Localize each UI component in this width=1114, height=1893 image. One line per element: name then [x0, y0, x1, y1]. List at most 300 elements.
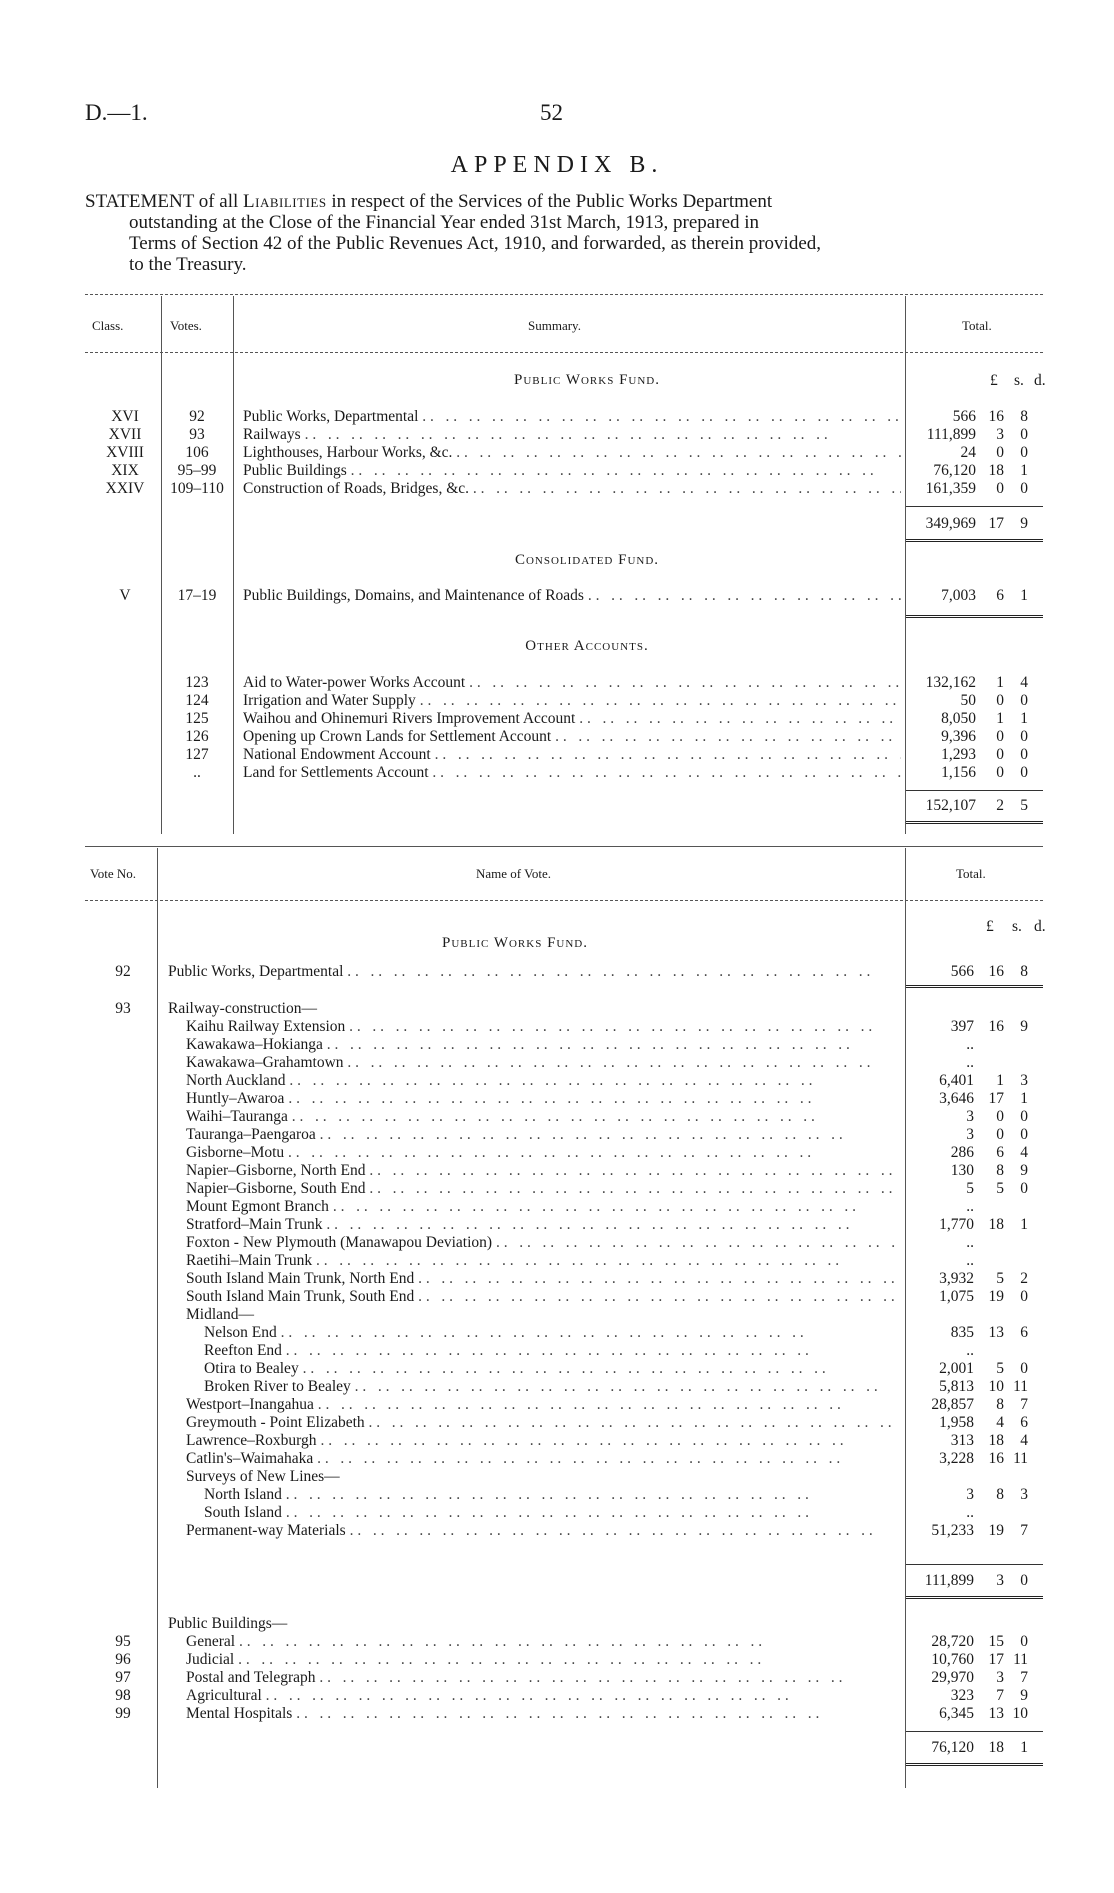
table2-row: [0, 1450, 1114, 1468]
table1-cell-pounds: 50: [960, 692, 976, 709]
table2-row: [0, 1504, 1114, 1522]
table2-cell-name: Foxton - New Plymouth (Manawapou Deviation) . .: [186, 1234, 900, 1252]
table2-row: [0, 1252, 1114, 1270]
table2-cell-name: Surveys of New Lines—: [186, 1468, 340, 1485]
table1-cell-name: Lighthouses, Harbour Works, &c. . .: [243, 444, 901, 462]
table2-cell-pounds: 566: [950, 963, 974, 980]
table2-buildings-name: General . .: [186, 1633, 900, 1651]
table2-cell-name: South Island Main Trunk, South End . .: [186, 1288, 900, 1306]
statement-line-4: to the Treasury.: [129, 254, 247, 275]
table2-cell-name: South Island . .: [204, 1504, 900, 1522]
table1-cell-votes: 123: [185, 674, 209, 691]
table2-row: [0, 1090, 1114, 1108]
table1-header-votes: Votes.: [170, 318, 202, 333]
table1-cell-votes: 109–110: [170, 480, 224, 497]
table2-cell-name: Otira to Bealey . .: [204, 1360, 900, 1378]
table1-cell-pounds: 76,120: [933, 462, 976, 479]
table2-row: [0, 1378, 1114, 1396]
table1-total-pounds: 152,107: [925, 797, 976, 814]
table2-buildings-pence: 11: [1013, 1651, 1028, 1668]
table2-railway-total-shillings: 3: [996, 1572, 1004, 1589]
table1-cell-shillings: 16: [988, 408, 1004, 425]
table2-vote92-double-rule: [906, 985, 1043, 988]
table1-cell-pence: 8: [1020, 408, 1028, 425]
table1-cell-shillings: 0: [996, 746, 1004, 763]
table2-cell-shillings: 16: [988, 1018, 1004, 1035]
table1-section-title: Consolidated Fund.: [514, 552, 660, 568]
table2-cell-pounds: 1,770: [939, 1216, 974, 1233]
table2-cell-pence: 4: [1020, 1144, 1028, 1161]
table2-cell-pounds: 2,001: [939, 1360, 974, 1377]
table2-buildings-total-pence: 1: [1020, 1739, 1028, 1756]
table2-cell-shillings: 1: [996, 1072, 1004, 1089]
table1-total-double-rule: [906, 615, 1043, 618]
table2-cell-name: Napier–Gisborne, South End . .: [186, 1180, 900, 1198]
table1-cell-votes: 95–99: [177, 462, 217, 479]
table2-buildings-name: Judicial . .: [186, 1651, 900, 1669]
table2-cell-shillings: 5: [996, 1180, 1004, 1197]
table2-header-name: Name of Vote.: [476, 866, 551, 881]
table2-row: [0, 1468, 1114, 1486]
table2-cell-name: Kawakawa–Grahamtown . .: [186, 1054, 900, 1072]
table1-cell-pence: 1: [1020, 462, 1028, 479]
table2-row: [0, 1396, 1114, 1414]
table2-buildings-name: Postal and Telegraph . .: [186, 1669, 900, 1687]
table2-buildings-vote: 98: [115, 1687, 131, 1704]
table1-total-row: [0, 797, 1114, 815]
table2-buildings-pounds: 323: [950, 1687, 974, 1704]
table2-buildings-row: [0, 1669, 1114, 1687]
appendix-title: APPENDIX B.: [450, 152, 664, 178]
table2-cell-shillings: 17: [988, 1090, 1004, 1107]
table2-cell-shillings: 13: [988, 1324, 1004, 1341]
table1-cell-pence: 0: [1020, 480, 1028, 497]
table2-buildings-total-pounds: 76,120: [931, 1739, 974, 1756]
table2-header-rule: [85, 900, 1043, 901]
table2-cell-pounds: 313: [950, 1432, 974, 1449]
table1-total-pence: 9: [1020, 515, 1028, 532]
table2-cell-pounds: 3: [966, 1126, 974, 1143]
table1-cell-votes: 124: [185, 692, 209, 709]
table2-buildings-total-shillings: 18: [988, 1739, 1004, 1756]
table2-row: [0, 1288, 1114, 1306]
table2-cell-pounds: ..: [966, 1342, 974, 1359]
table2-row: [0, 1144, 1114, 1162]
table2-cell-name: Kaihu Railway Extension . .: [186, 1018, 900, 1036]
table2-cell-shillings: 10: [988, 1378, 1004, 1395]
table2-currency-pounds: £: [986, 918, 994, 935]
table2-cell-name: Lawrence–Roxburgh . .: [186, 1432, 900, 1450]
table2-row: [0, 1162, 1114, 1180]
table2-row: [0, 1432, 1114, 1450]
table1-cell-pence: 0: [1020, 728, 1028, 745]
table2-cell-name: Huntly–Awaroa . .: [186, 1090, 900, 1108]
table2-buildings-name: Mental Hospitals . .: [186, 1705, 900, 1723]
table1-top-rule: [85, 294, 1043, 295]
table2-cell-pounds: ..: [966, 1252, 974, 1269]
table2-cell-shillings: 0: [996, 1126, 1004, 1143]
table1-row: [0, 764, 1114, 782]
table2-cell-pounds: 28,857: [931, 1396, 974, 1413]
table2-buildings-vote: 95: [115, 1633, 131, 1650]
table2-cell-shillings: 0: [996, 1108, 1004, 1125]
table1-cell-name: Land for Settlements Account . .: [243, 764, 901, 782]
table1-cell-class: V: [119, 587, 131, 604]
table2-buildings-pounds: 6,345: [939, 1705, 974, 1722]
table2-cell-pence: 8: [1020, 963, 1028, 980]
table2-railway-total-row: [0, 1572, 1114, 1590]
table1-cell-pounds: 24: [960, 444, 976, 461]
table2-buildings-pounds: 10,760: [931, 1651, 974, 1668]
table1-section-title: Other Accounts.: [525, 638, 649, 654]
table2-buildings-row: [0, 1651, 1114, 1669]
doc-code: D.—1.: [85, 100, 148, 125]
statement-line-2: outstanding at the Close of the Financial Year ended 31st March, 1913, prepared in: [129, 212, 760, 233]
table1-currency-pence: d.: [1034, 372, 1046, 389]
table2-row: [0, 1180, 1114, 1198]
table2-buildings-pence: 10: [1012, 1705, 1028, 1722]
table2-section-title: Public Works Fund.: [442, 935, 588, 951]
table1-cell-votes: 17–19: [177, 587, 217, 604]
table2-cell-shillings: 16: [988, 1450, 1004, 1467]
table1-total-row: [0, 515, 1114, 533]
table2-cell-pounds: 3,646: [939, 1090, 974, 1107]
table2-cell-pence: 0: [1020, 1288, 1028, 1305]
table1-cell-shillings: 6: [996, 587, 1004, 604]
table1-row: [0, 728, 1114, 746]
table2-cell-name: Public Works, Departmental . .: [168, 963, 900, 981]
table2-buildings-shillings: 17: [988, 1651, 1004, 1668]
table1-total-pence: 5: [1020, 797, 1028, 814]
table2-cell-name: Gisborne–Motu . .: [186, 1144, 900, 1162]
table2-buildings-vote: 97: [115, 1669, 131, 1686]
table2-row: [0, 963, 1114, 981]
table2-cell-name: Broken River to Bealey . .: [204, 1378, 900, 1396]
table1-cell-pounds: 7,003: [941, 587, 976, 604]
table1-cell-class: XVI: [111, 408, 139, 425]
table1-row: [0, 692, 1114, 710]
table1-cell-shillings: 0: [996, 692, 1004, 709]
table2-cell-name: Raetihi–Main Trunk . .: [186, 1252, 900, 1270]
table2-cell-pounds: ..: [966, 1234, 974, 1251]
table2-buildings-total-row: [0, 1739, 1114, 1757]
table2-cell-pounds: ..: [966, 1036, 974, 1053]
table1-cell-pounds: 132,162: [925, 674, 976, 691]
table1-total-shillings: 2: [996, 797, 1004, 814]
table2-buildings-shillings: 7: [996, 1687, 1004, 1704]
table1-row: [0, 444, 1114, 462]
table2-buildings-vote: 96: [115, 1651, 131, 1668]
table1-total-double-rule: [906, 539, 1043, 542]
statement-line-1-rest: in respect of the Services of the Public Works Department: [331, 191, 773, 212]
table2-cell-shillings: 4: [996, 1414, 1004, 1431]
table2-cell-name: Tauranga–Paengaroa . .: [186, 1126, 900, 1144]
table1-cell-shillings: 1: [996, 674, 1004, 691]
table2-cell-name: North Auckland . .: [186, 1072, 900, 1090]
table1-cell-pence: 0: [1020, 764, 1028, 781]
table2-buildings-row: [0, 1687, 1114, 1705]
table2-cell-name: Waihi–Tauranga . .: [186, 1108, 900, 1126]
table2-row: [0, 1486, 1114, 1504]
table1-total-shillings: 17: [988, 515, 1004, 532]
table2-buildings-pence: 9: [1020, 1687, 1028, 1704]
table2-row: [0, 1000, 1114, 1018]
table2-row: [0, 1198, 1114, 1216]
table2-row: [0, 1216, 1114, 1234]
statement-word-1: STATEMENT: [85, 191, 194, 212]
table2-cell-name: Napier–Gisborne, North End . .: [186, 1162, 900, 1180]
table2-row: [0, 1414, 1114, 1432]
table1-subtotal-rule: [906, 506, 1043, 507]
table2-currency-shillings: s.: [1012, 918, 1022, 935]
table2-row: [0, 1342, 1114, 1360]
table1-header-summary: Summary.: [528, 318, 581, 333]
table2-row: [0, 1234, 1114, 1252]
table2-cell-pence: 1: [1020, 1216, 1028, 1233]
table1-row: [0, 462, 1114, 480]
page-number: 52: [540, 100, 563, 125]
table2-cell-pence: 11: [1013, 1378, 1028, 1395]
table2-buildings-row: [0, 1705, 1114, 1723]
table1-cell-name: Aid to Water-power Works Account . .: [243, 674, 901, 692]
table2-cell-pence: 9: [1020, 1162, 1028, 1179]
table2-cell-shillings: 5: [996, 1270, 1004, 1287]
table2-cell-pounds: 5: [966, 1180, 974, 1197]
table1-cell-class: XVII: [108, 426, 142, 443]
table2-cell-pence: 11: [1013, 1450, 1028, 1467]
table1-cell-name: Public Buildings, Domains, and Maintenance of Roads . .: [243, 587, 901, 605]
table2-cell-vote: 92: [115, 963, 131, 980]
statement-line-3: Terms of Section 42 of the Public Revenues Act, 1910, and forwarded, as therein provided,: [129, 233, 821, 254]
table2-row: [0, 1072, 1114, 1090]
table2-cell-pounds: 3,228: [939, 1450, 974, 1467]
table2-buildings-pounds: 28,720: [931, 1633, 974, 1650]
table2-cell-pence: 9: [1020, 1018, 1028, 1035]
statement-paragraph: [85, 191, 1043, 275]
table2-cell-pence: 4: [1020, 1432, 1028, 1449]
table2-cell-pounds: 5,813: [939, 1378, 974, 1395]
table2-header-total: Total.: [956, 866, 986, 881]
table1-cell-shillings: 0: [996, 480, 1004, 497]
table2-cell-pence: 7: [1020, 1522, 1028, 1539]
table1-cell-class: XVIII: [106, 444, 144, 461]
table1-cell-pounds: 8,050: [941, 710, 976, 727]
table1-header-rule: [85, 352, 1043, 353]
table2-cell-pounds: ..: [966, 1054, 974, 1071]
table2-cell-pounds: 51,233: [931, 1522, 974, 1539]
table2-cell-pounds: 1,958: [939, 1414, 974, 1431]
table2-cell-pence: 3: [1020, 1072, 1028, 1089]
table1-row: [0, 587, 1114, 605]
table2-buildings-heading: Public Buildings—: [168, 1615, 288, 1632]
table2-buildings-vote: 99: [115, 1705, 131, 1722]
table2-cell-name: Mount Egmont Branch . .: [186, 1198, 900, 1216]
table1-cell-pence: 0: [1020, 692, 1028, 709]
table1-cell-class: XIX: [111, 462, 139, 479]
table1-cell-shillings: 0: [996, 728, 1004, 745]
table2-currency-pence: d.: [1034, 918, 1046, 935]
table1-row: [0, 710, 1114, 728]
table1-cell-shillings: 0: [996, 764, 1004, 781]
table2-cell-shillings: 8: [996, 1486, 1004, 1503]
table2-cell-shillings: 19: [988, 1522, 1004, 1539]
table1-cell-pounds: 9,396: [941, 728, 976, 745]
table2-buildings-shillings: 3: [996, 1669, 1004, 1686]
table1-row: [0, 426, 1114, 444]
table1-cell-name: Opening up Crown Lands for Settlement Account . .: [243, 728, 901, 746]
table2-cell-pounds: ..: [966, 1504, 974, 1521]
table1-cell-pence: 1: [1020, 587, 1028, 604]
table1-row: [0, 408, 1114, 426]
table2-cell-shillings: 19: [988, 1288, 1004, 1305]
table2-buildings-pence: 0: [1020, 1633, 1028, 1650]
table1-cell-votes: 127: [185, 746, 209, 763]
table2-cell-shillings: 8: [996, 1162, 1004, 1179]
table2-buildings-pounds: 29,970: [931, 1669, 974, 1686]
table1-cell-pence: 0: [1020, 426, 1028, 443]
table2-cell-pence: 0: [1020, 1108, 1028, 1125]
table1-header-total: Total.: [962, 318, 992, 333]
table2-cell-name: South Island Main Trunk, North End . .: [186, 1270, 900, 1288]
table2-cell-shillings: 5: [996, 1360, 1004, 1377]
table1-cell-shillings: 1: [996, 710, 1004, 727]
table1-cell-name: Irrigation and Water Supply . .: [243, 692, 901, 710]
table2-cell-pence: 7: [1020, 1396, 1028, 1413]
statement-word-3: Liabilities: [243, 191, 327, 212]
table2-cell-name: Stratford–Main Trunk . .: [186, 1216, 900, 1234]
table1-cell-votes: 93: [189, 426, 205, 443]
table1-cell-pence: 0: [1020, 746, 1028, 763]
table2-row: [0, 1522, 1114, 1540]
table1-section-title: Public Works Fund.: [514, 372, 660, 388]
table1-cell-class: XXIV: [105, 480, 145, 497]
table2-cell-pence: 6: [1020, 1414, 1028, 1431]
table2-cell-pounds: 3: [966, 1108, 974, 1125]
table2-cell-pence: 1: [1020, 1090, 1028, 1107]
table1-header-class: Class.: [92, 318, 124, 333]
table1-cell-name: Public Works, Departmental . .: [243, 408, 901, 426]
table2-cell-shillings: 18: [988, 1216, 1004, 1233]
table2-header-vote-no: Vote No.: [90, 866, 136, 881]
table2-cell-pounds: 6,401: [939, 1072, 974, 1089]
table1-cell-pounds: 1,293: [941, 746, 976, 763]
table2-cell-name: Catlin's–Waimahaka . .: [186, 1450, 900, 1468]
table2-cell-name: Greymouth - Point Elizabeth . .: [186, 1414, 900, 1432]
table1-currency-shillings: s.: [1014, 372, 1024, 389]
table1-cell-pence: 0: [1020, 444, 1028, 461]
table2-cell-name: Midland—: [186, 1306, 255, 1323]
table2-cell-pounds: 286: [950, 1144, 974, 1161]
table1-cell-votes: 126: [185, 728, 209, 745]
table2-buildings-total-double-rule: [906, 1763, 1043, 1766]
table2-railway-total-double-rule: [906, 1596, 1043, 1599]
table2-cell-pounds: 3,932: [939, 1270, 974, 1287]
table2-cell-name: North Island . .: [204, 1486, 900, 1504]
table1-cell-shillings: 0: [996, 444, 1004, 461]
table1-cell-votes: ..: [193, 764, 201, 781]
table2-row: [0, 1270, 1114, 1288]
table1-cell-name: Public Buildings . .: [243, 462, 901, 480]
table2-row: [0, 1018, 1114, 1036]
table1-cell-pounds: 1,156: [941, 764, 976, 781]
table2-railway-total-pounds: 111,899: [924, 1572, 974, 1589]
table2-row: [0, 1360, 1114, 1378]
table1-total-double-rule: [906, 821, 1043, 824]
table2-cell-pence: 6: [1020, 1324, 1028, 1341]
table1-cell-name: Construction of Roads, Bridges, &c. . .: [243, 480, 901, 498]
table2-railway-total-pence: 0: [1020, 1572, 1028, 1589]
table2-top-rule: [85, 846, 1043, 847]
table2-row: [0, 1306, 1114, 1324]
table2-buildings-subtotal-rule: [906, 1731, 1043, 1732]
table1-subtotal-rule: [906, 790, 1043, 791]
table2-cell-pounds: 835: [950, 1324, 974, 1341]
table1-currency-pounds: £: [990, 372, 998, 389]
table2-cell-shillings: 8: [996, 1396, 1004, 1413]
table1-cell-votes: 106: [185, 444, 209, 461]
table2-cell-shillings: 16: [988, 963, 1004, 980]
table1-cell-shillings: 3: [996, 426, 1004, 443]
table2-railway-subtotal-rule: [906, 1564, 1043, 1565]
table2-row: [0, 1036, 1114, 1054]
table1-row: [0, 480, 1114, 498]
table1-cell-name: Railways . .: [243, 426, 901, 444]
table2-cell-name: Permanent-way Materials . .: [186, 1522, 900, 1540]
table2-cell-pence: 2: [1020, 1270, 1028, 1287]
table2-cell-pounds: 3: [966, 1486, 974, 1503]
table1-row: [0, 746, 1114, 764]
table2-buildings-shillings: 15: [988, 1633, 1004, 1650]
table2-cell-pence: 0: [1020, 1126, 1028, 1143]
table2-cell-pounds: 1,075: [939, 1288, 974, 1305]
statement-line-1: [85, 191, 1043, 212]
table2-cell-shillings: 6: [996, 1144, 1004, 1161]
table1-cell-pence: 4: [1020, 674, 1028, 691]
table1-cell-pence: 1: [1020, 710, 1028, 727]
table1-cell-pounds: 566: [952, 408, 976, 425]
table2-cell-pence: 3: [1020, 1486, 1028, 1503]
table2-cell-vote: 93: [115, 1000, 131, 1017]
table1-cell-votes: 125: [185, 710, 209, 727]
table1-row: [0, 674, 1114, 692]
table1-cell-pounds: 161,359: [925, 480, 976, 497]
table2-buildings-row: [0, 1633, 1114, 1651]
table2-cell-name: Railway-construction—: [168, 1000, 317, 1017]
table2-row: [0, 1324, 1114, 1342]
table2-buildings-shillings: 13: [988, 1705, 1004, 1722]
table2-cell-pounds: 397: [950, 1018, 974, 1035]
statement-word-2: of all: [198, 191, 239, 212]
table2-cell-pounds: ..: [966, 1198, 974, 1215]
table2-row: [0, 1108, 1114, 1126]
table2-cell-name: Westport–Inangahua . .: [186, 1396, 900, 1414]
table2-buildings-name: Agricultural . .: [186, 1687, 900, 1705]
table1-cell-name: National Endowment Account . .: [243, 746, 901, 764]
table2-buildings-pence: 7: [1020, 1669, 1028, 1686]
table2-row: [0, 1126, 1114, 1144]
table2-cell-shillings: 18: [988, 1432, 1004, 1449]
table2-cell-pounds: 130: [950, 1162, 974, 1179]
table1-cell-name: Waihou and Ohinemuri Rivers Improvement Account . .: [243, 710, 901, 728]
table1-total-pounds: 349,969: [925, 515, 976, 532]
table1-cell-pounds: 111,899: [926, 426, 976, 443]
table1-cell-shillings: 18: [988, 462, 1004, 479]
table2-cell-name: Nelson End . .: [204, 1324, 900, 1342]
table2-row: [0, 1054, 1114, 1072]
table1-cell-votes: 92: [189, 408, 205, 425]
table2-cell-pence: 0: [1020, 1360, 1028, 1377]
table2-cell-pence: 0: [1020, 1180, 1028, 1197]
